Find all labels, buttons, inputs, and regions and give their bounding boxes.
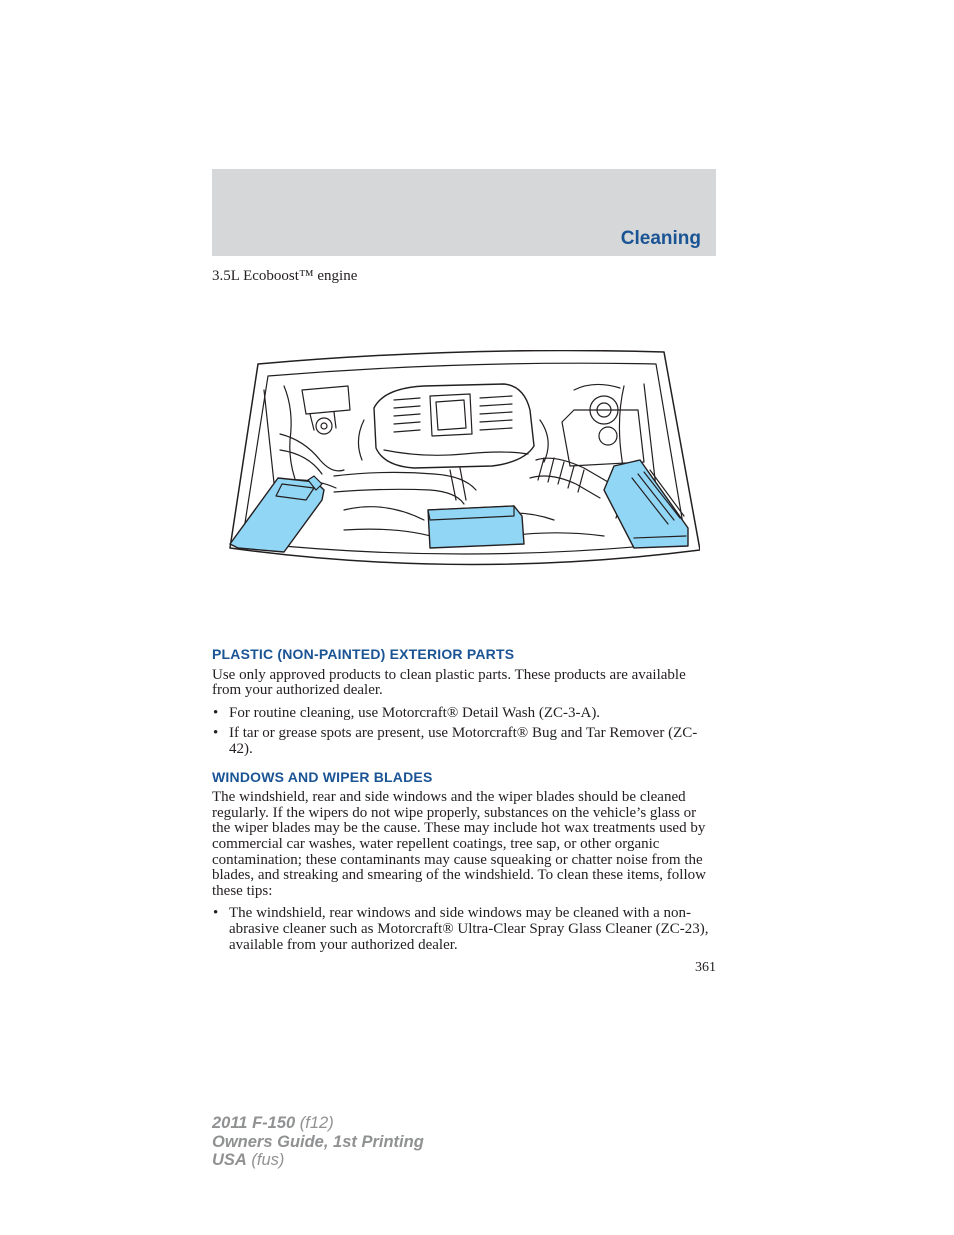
section-heading-windows-wipers: WINDOWS AND WIPER BLADES — [212, 768, 433, 785]
section-paragraph: Use only approved products to clean plastic parts. These products are available from your authorized dealer. — [212, 666, 686, 699]
bullet-item: • For routine cleaning, use Motorcraft® Detail Wash (ZC-3-A). — [212, 706, 716, 722]
section-title: Cleaning — [620, 228, 701, 249]
bullet-item: • If tar or grease spots are present, use Motorcraft® Bug and Tar Remover (ZC-42). — [212, 726, 716, 757]
bullet-list — [212, 706, 716, 758]
bullet-list — [212, 906, 716, 953]
bullet-item: • The windshield, rear windows and side windows may be cleaned with a non-abrasive cleaner such as Motorcraft® Ultra-Clear Spray Glass Cleaner (ZC-23), available from your authorized dealer. — [212, 906, 716, 953]
section-header-band — [212, 169, 716, 256]
figure-caption: 3.5L Ecoboost™ engine — [212, 268, 358, 284]
section-heading-plastic-parts: PLASTIC (NON-PAINTED) EXTERIOR PARTS — [212, 646, 515, 662]
footer-line-guide: Owners Guide, 1st Printing — [212, 1132, 424, 1151]
footer-line-model: 2011 F-150 (f12) — [212, 1114, 334, 1132]
section-paragraph: The windshield, rear and side windows and the wiper blades should be cleaned regularly. If the wipers do not wipe properly, substances on the vehicle’s glass or the wiper blades may be the cause. These may include hot wax treatments used by commercial car washes, water repellent coatings, tree sap, or other organic contamination; these contaminants may cause squeaking or chatter noise from the blades, and streaking and smearing of the windshield. To clean these items, follow these tips: — [212, 789, 706, 899]
page-number: 361 — [695, 960, 716, 975]
document-footer — [212, 1114, 424, 1170]
body-content — [212, 647, 716, 958]
footer-line-region: USA (fus) — [212, 1151, 285, 1169]
engine-compartment-illustration — [224, 350, 700, 572]
